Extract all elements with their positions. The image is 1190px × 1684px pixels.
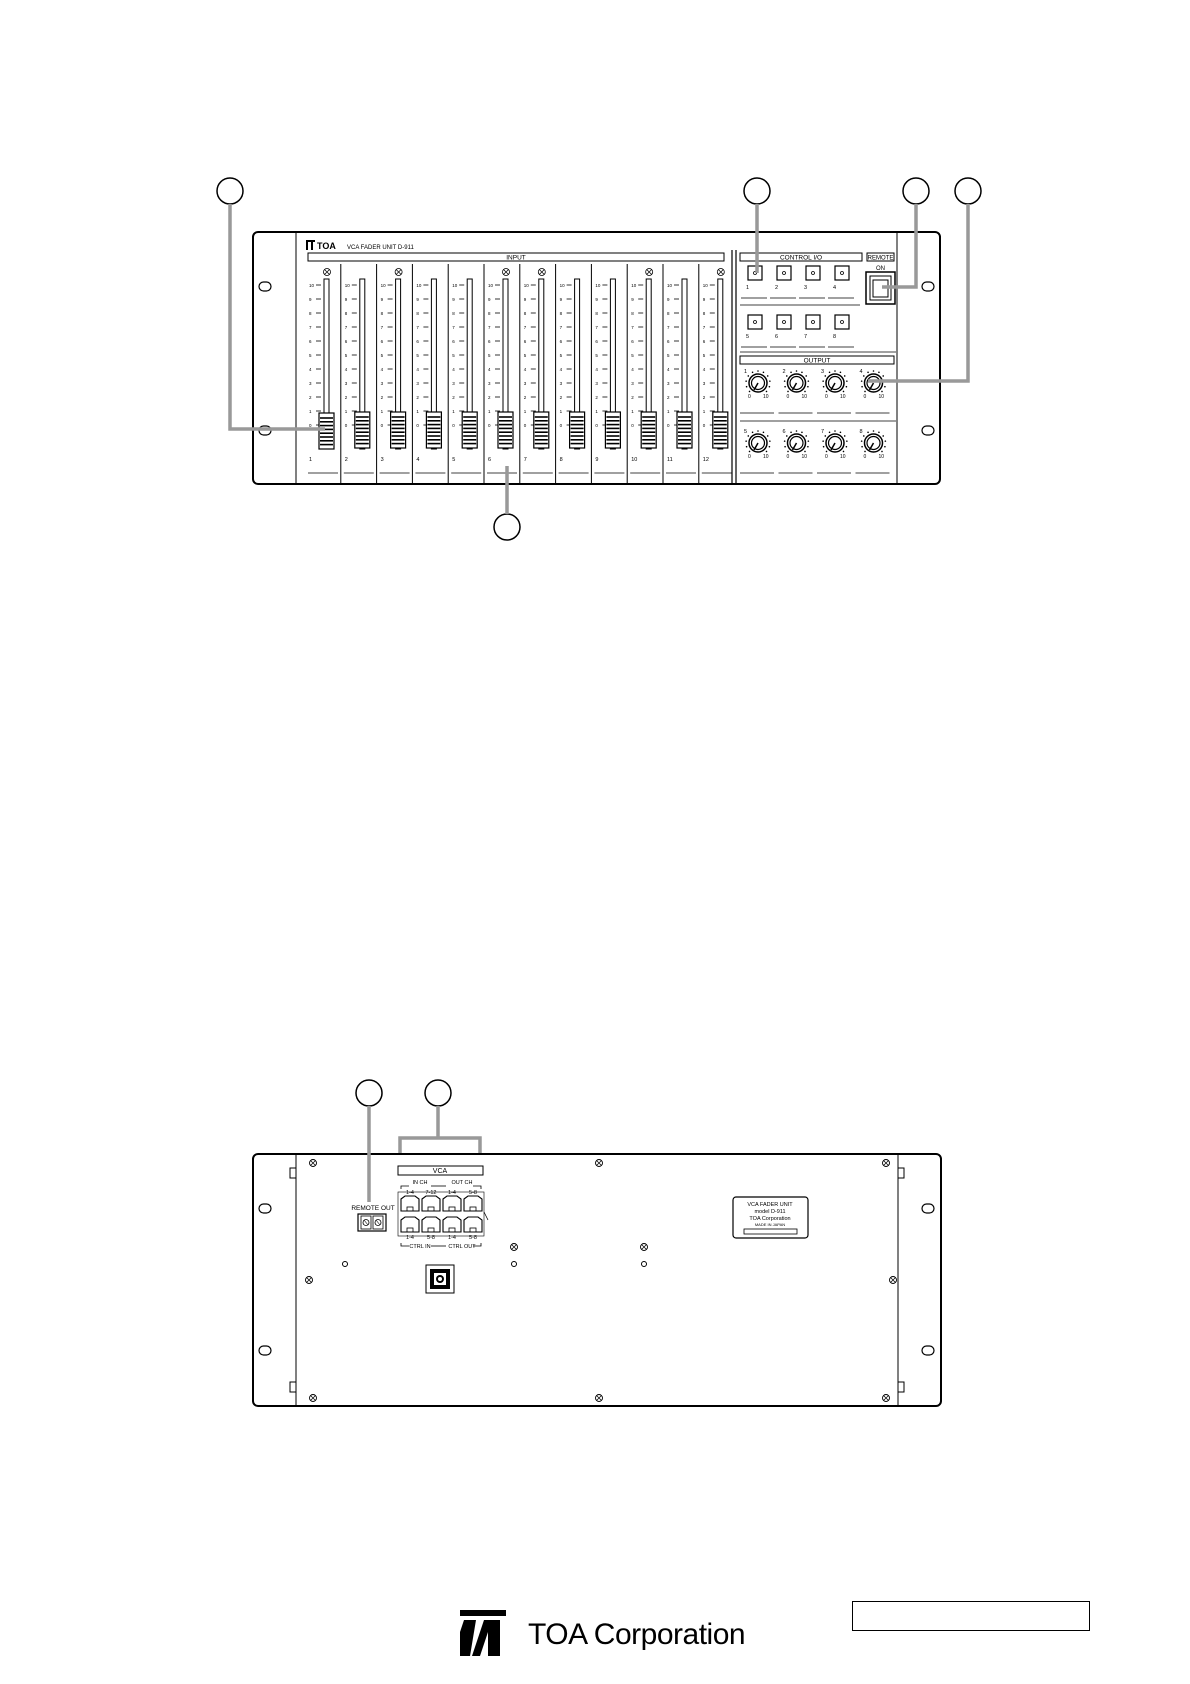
fader-scale-label: 1 [488, 409, 491, 414]
fader-channel-6 [484, 264, 517, 484]
callout-circle-4 [955, 178, 981, 204]
fader-scale-label: 10 [702, 283, 708, 288]
fader-scale-label: 10 [559, 283, 565, 288]
control-io-section [740, 253, 896, 352]
nameplate [733, 1197, 808, 1238]
port-label: 1-4 [448, 1190, 456, 1196]
fader-scale-label: 10 [452, 283, 458, 288]
port-label: 5-8 [469, 1235, 477, 1241]
output-number: 8 [859, 429, 863, 435]
fader-scale-label: 5 [523, 353, 527, 358]
fader-scale-label: 9 [523, 297, 527, 302]
channel-number: 11 [667, 457, 673, 463]
callout-circle-2 [744, 178, 770, 204]
fader-scale-label: 10 [595, 283, 601, 288]
control-io-number: 4 [833, 285, 837, 291]
out-ch-label: OUT CH [451, 1180, 473, 1186]
fader-channel-1 [308, 269, 338, 474]
fader-scale-label: 1 [416, 409, 419, 414]
fader-scale-label: 4 [595, 367, 598, 372]
rj45-port[interactable] [464, 1217, 482, 1241]
fader-scale-label: 5 [309, 353, 312, 358]
screw-icon [596, 1395, 603, 1402]
ctrl-out-label: CTRL OUT [448, 1244, 476, 1250]
fader-scale-label: 7 [702, 325, 706, 330]
port-label: 5-8 [469, 1190, 477, 1196]
fader-scale-label: 5 [559, 353, 563, 358]
remote-section [866, 253, 895, 304]
fader-scale-label: 0 [309, 423, 312, 428]
port-label: 1-4 [448, 1235, 456, 1241]
screw-icon [641, 1244, 648, 1251]
knob-max-label: 10 [763, 454, 769, 460]
fader-scale-label: 4 [380, 367, 384, 372]
rj45-port[interactable] [443, 1217, 461, 1241]
fader-channel-2 [341, 264, 374, 484]
fader-scale-label: 3 [702, 381, 706, 386]
fader-scale-label: 8 [667, 311, 670, 316]
knob-min-label: 0 [748, 454, 751, 460]
fader-scale-label: 8 [523, 311, 527, 316]
fader-scale-label: 3 [488, 381, 491, 386]
fader-scale-label: 6 [559, 339, 563, 344]
fader-scale-label: 0 [488, 423, 491, 428]
fader-scale-label: 6 [380, 339, 384, 344]
fader-scale-label: 8 [559, 311, 563, 316]
fader-scale-label: 8 [416, 311, 419, 316]
screw-icon [646, 269, 653, 276]
fader-knob[interactable] [534, 412, 549, 448]
fader-scale-label: 1 [667, 409, 670, 414]
fader-scale-label: 6 [523, 339, 527, 344]
fader-scale-label: 7 [452, 325, 455, 330]
port-label: 1-4 [406, 1190, 414, 1196]
fader-scale-label: 1 [631, 409, 634, 414]
fader-scale-label: 2 [595, 395, 598, 400]
rj45-port[interactable] [422, 1217, 440, 1241]
fader-scale-label: 9 [344, 297, 348, 302]
fader-scale-label: 3 [595, 381, 598, 386]
input-label: INPUT [506, 254, 526, 262]
knob-min-label: 0 [863, 394, 867, 400]
fader-scale-label: 7 [309, 325, 312, 330]
callout-circle-1 [217, 178, 243, 204]
channel-number: 6 [488, 457, 492, 463]
fader-scale-label: 5 [631, 353, 634, 358]
fader-scale-label: 2 [631, 395, 634, 400]
callout-circle-3 [903, 178, 929, 204]
control-io-button-4[interactable] [828, 266, 854, 298]
screw-icon [890, 1277, 897, 1284]
remote-out-terminal[interactable] [358, 1214, 386, 1231]
fader-scale-label: 3 [559, 381, 563, 386]
fader-knob[interactable] [570, 412, 585, 448]
screw-icon [596, 1160, 603, 1167]
control-io-button-3[interactable] [799, 266, 825, 298]
fader-knob[interactable] [391, 412, 406, 448]
fader-knob[interactable] [462, 412, 477, 448]
fader-scale-label: 8 [380, 311, 384, 316]
fader-scale-label: 9 [488, 297, 491, 302]
rj45-port[interactable] [422, 1190, 440, 1211]
channel-number: 3 [380, 457, 384, 463]
fader-scale-label: 0 [416, 423, 419, 428]
rear-holes [343, 1262, 647, 1267]
control-io-number: 2 [775, 285, 779, 291]
fader-scale-label: 1 [595, 409, 598, 414]
knob-max-label: 10 [763, 394, 769, 400]
fader-scale-label: 1 [380, 409, 384, 414]
fader-scale-label: 7 [488, 325, 491, 330]
fader-scale-label: 8 [488, 311, 491, 316]
fader-scale-label: 8 [309, 311, 312, 316]
fader-scale-label: 2 [559, 395, 563, 400]
output-knob-2[interactable] [779, 369, 813, 413]
knob-min-label: 0 [786, 394, 790, 400]
fader-scale-label: 4 [452, 367, 455, 372]
fader-channel-7 [520, 264, 553, 484]
fader-scale-label: 5 [667, 353, 670, 358]
fader-scale-label: 3 [380, 381, 384, 386]
toa-small-logo [306, 240, 315, 250]
fader-scale-label: 2 [452, 395, 455, 400]
fader-scale-label: 9 [416, 297, 419, 302]
control-io-number: 8 [833, 334, 837, 340]
channel-number: 10 [631, 457, 638, 463]
knob-min-label: 0 [748, 394, 751, 400]
screw-icon [883, 1395, 890, 1402]
fader-scale-label: 6 [452, 339, 455, 344]
fader-scale-label: 4 [488, 367, 491, 372]
fader-channel-11 [663, 264, 696, 484]
callout-leader-4 [868, 204, 968, 381]
fader-scale-label: 8 [344, 311, 348, 316]
fader-scale-label: 9 [380, 297, 384, 302]
rj45-port[interactable] [401, 1190, 419, 1211]
fader-knob[interactable] [641, 412, 656, 448]
fader-scale-label: 2 [488, 395, 491, 400]
fader-scale-label: 4 [523, 367, 527, 372]
fader-scale-label: 2 [309, 395, 312, 400]
fader-scale-label: 3 [416, 381, 419, 386]
knob-max-label: 10 [801, 454, 808, 460]
channel-number: 2 [344, 457, 348, 463]
fader-scale-label: 7 [559, 325, 563, 330]
fader-scale-label: 4 [559, 367, 563, 372]
footer-company-name: TOA Corporation [528, 1618, 746, 1651]
callout-leader-3 [882, 204, 916, 287]
screw-icon [310, 1160, 317, 1167]
fader-scale-label: 2 [667, 395, 670, 400]
fader-knob[interactable] [319, 413, 334, 449]
fader-scale-label: 1 [523, 409, 527, 414]
rj45-port[interactable] [401, 1217, 419, 1241]
fader-scale-label: 10 [344, 283, 350, 288]
fader-knob[interactable] [498, 412, 513, 448]
screw-icon [503, 269, 510, 276]
fader-scale-label: 6 [667, 339, 670, 344]
fader-scale-label: 10 [667, 283, 673, 288]
fader-scale-label: 8 [595, 311, 598, 316]
fader-scale-label: 5 [380, 353, 384, 358]
output-knob-4[interactable] [856, 369, 890, 413]
fader-scale-label: 5 [595, 353, 598, 358]
fader-scale-label: 6 [309, 339, 312, 344]
fader-scale-label: 6 [595, 339, 598, 344]
fader-scale-label: 7 [667, 325, 670, 330]
fader-channel-10 [627, 264, 660, 484]
fader-scale-label: 7 [416, 325, 419, 330]
output-knob-6[interactable] [779, 429, 813, 473]
toa-logo-icon [460, 1610, 506, 1656]
screw-icon [306, 1277, 313, 1284]
fader-scale-label: 9 [631, 297, 634, 302]
fader-scale-label: 4 [309, 367, 312, 372]
fader-scale-label: 9 [452, 297, 455, 302]
channel-number: 5 [452, 457, 456, 463]
control-io-number: 1 [746, 285, 750, 291]
knob-min-label: 0 [825, 394, 828, 400]
fader-scale-label: 6 [416, 339, 419, 344]
ctrl-in-label: CTRL IN [409, 1244, 431, 1250]
output-knob-8[interactable] [856, 429, 890, 473]
fader-scale-label: 3 [309, 381, 312, 386]
screw-icon [310, 1395, 317, 1402]
nameplate-line-1: VCA FADER UNIT [747, 1202, 793, 1208]
document-code-box [852, 1601, 1090, 1631]
fader-scale-label: 5 [416, 353, 419, 358]
fader-scale-label: 2 [344, 395, 348, 400]
control-io-number: 7 [804, 334, 808, 340]
knob-min-label: 0 [786, 454, 790, 460]
remote-out-label: REMOTE OUT [351, 1205, 395, 1212]
fader-scale-label: 2 [380, 395, 384, 400]
control-io-button-8[interactable] [828, 315, 854, 347]
fader-knob[interactable] [355, 412, 370, 448]
fader-scale-label: 2 [523, 395, 527, 400]
callout-circle-5 [494, 514, 520, 540]
channel-number: 9 [595, 457, 599, 463]
fader-scale-label: 6 [344, 339, 348, 344]
remote-on-label: ON [876, 266, 885, 272]
fader-scale-label: 0 [667, 423, 670, 428]
in-ch-label: IN CH [412, 1180, 428, 1186]
rear-panel [253, 1154, 941, 1406]
fader-channel-3 [377, 264, 410, 484]
knob-max-label: 10 [878, 454, 885, 460]
channel-number: 4 [416, 457, 420, 463]
fader-scale-label: 0 [595, 423, 598, 428]
fader-channel-12 [699, 264, 732, 484]
fader-scale-label: 0 [631, 423, 634, 428]
fader-scale-label: 8 [631, 311, 634, 316]
output-number: 6 [782, 429, 786, 435]
control-io-button-7[interactable] [799, 315, 825, 347]
control-io-number: 3 [804, 285, 808, 291]
fader-scale-label: 0 [559, 423, 563, 428]
nameplate-line-2: model D-911 [754, 1209, 786, 1215]
rj45-ports [398, 1186, 484, 1246]
fader-scale-label: 4 [631, 367, 634, 372]
fader-scale-label: 9 [702, 297, 706, 302]
fader-scale-label: 3 [452, 381, 455, 386]
fader-scale-label: 3 [523, 381, 527, 386]
fader-scale-label: 0 [702, 423, 706, 428]
fader-scale-label: 6 [702, 339, 706, 344]
fader-scale-label: 3 [344, 381, 348, 386]
fader-knob[interactable] [713, 412, 728, 448]
rj45-port[interactable] [464, 1190, 482, 1211]
fader-scale-label: 10 [380, 283, 386, 288]
fader-scale-label: 6 [631, 339, 634, 344]
fader-knob[interactable] [426, 412, 441, 448]
callout-circle-7 [425, 1080, 451, 1106]
port-label: 5-8 [427, 1235, 435, 1241]
remote-out-block [351, 1205, 394, 1231]
fader-scale-label: 9 [559, 297, 563, 302]
output-label: OUTPUT [803, 357, 831, 365]
channel-number: 8 [559, 457, 563, 463]
fader-scale-label: 6 [488, 339, 491, 344]
fader-scale-label: 5 [488, 353, 491, 358]
rj45-port[interactable] [443, 1190, 461, 1211]
port-label: 1-4 [406, 1235, 414, 1241]
fader-scale-label: 7 [595, 325, 598, 330]
knob-max-label: 10 [840, 394, 846, 400]
rear-screws [306, 1160, 897, 1402]
fader-scale-label: 1 [344, 409, 348, 414]
screw-icon [538, 269, 545, 276]
port-label: 7-12 [425, 1190, 437, 1196]
channel-number: 1 [309, 457, 313, 463]
channel-number: 7 [523, 457, 527, 463]
output-number: 2 [782, 369, 786, 375]
output-number: 1 [744, 369, 748, 375]
fader-scale-label: 7 [344, 325, 348, 330]
input-section-header [308, 253, 724, 262]
fader-scale-label: 0 [523, 423, 527, 428]
fader-knob[interactable] [677, 412, 692, 448]
fader-scale-label: 3 [667, 381, 670, 386]
fader-scale-label: 4 [702, 367, 706, 372]
fader-scale-label: 7 [631, 325, 634, 330]
fader-scale-label: 9 [667, 297, 670, 302]
fader-channel-9 [591, 264, 624, 484]
output-knob-1[interactable] [740, 369, 774, 413]
output-knobs [740, 369, 896, 473]
control-io-number: 5 [746, 334, 750, 340]
fader-scale-label: 4 [667, 367, 670, 372]
control-io-button-1[interactable] [741, 266, 767, 298]
fader-scale-label: 2 [416, 395, 419, 400]
fader-scale-label: 9 [309, 297, 312, 302]
vca-block [398, 1166, 488, 1250]
remote-label: REMOTE [867, 255, 894, 262]
fader-scale-label: 1 [309, 409, 312, 414]
fader-scale-label: 8 [702, 311, 706, 316]
fader-scale-label: 10 [523, 283, 529, 288]
fader-scale-label: 0 [380, 423, 384, 428]
fader-channel-5 [448, 264, 481, 484]
ground-terminal [426, 1265, 454, 1293]
control-io-number: 6 [775, 334, 779, 340]
fader-scale-label: 9 [595, 297, 598, 302]
screw-icon [395, 269, 402, 276]
fader-scale-label: 8 [452, 311, 455, 316]
nameplate-line-4: MADE IN JAPAN [754, 1222, 786, 1227]
output-knob-3[interactable] [817, 369, 851, 413]
fader-scale-label: 10 [631, 283, 637, 288]
nameplate-line-3: TOA Corporation [749, 1216, 791, 1222]
screw-icon [324, 269, 331, 276]
knob-max-label: 10 [840, 454, 846, 460]
channel-number: 12 [702, 457, 709, 463]
knob-max-label: 10 [801, 394, 808, 400]
knob-max-label: 10 [878, 394, 885, 400]
fader-channel-8 [556, 264, 589, 484]
fader-scale-label: 0 [344, 423, 348, 428]
screw-icon [511, 1244, 518, 1251]
fader-scale-label: 5 [702, 353, 706, 358]
knob-min-label: 0 [825, 454, 828, 460]
output-number: 3 [821, 369, 825, 375]
fader-scale-label: 1 [452, 409, 455, 414]
vca-label: VCA [432, 1168, 448, 1175]
fader-scale-label: 4 [416, 367, 419, 372]
fader-scale-label: 5 [344, 353, 348, 358]
fader-knob[interactable] [605, 412, 620, 448]
control-io-buttons [740, 266, 896, 352]
output-knob-7[interactable] [817, 429, 851, 473]
fader-scale-label: 7 [380, 325, 384, 330]
output-section [740, 356, 896, 473]
fader-channel-4 [412, 264, 445, 484]
control-io-button-5[interactable] [741, 315, 767, 347]
control-io-label: CONTROL I/O [779, 254, 823, 262]
fader-scale-label: 2 [702, 395, 706, 400]
fader-scale-label: 5 [452, 353, 455, 358]
callout-bracket-7 [400, 1138, 480, 1153]
fader-scale-label: 1 [559, 409, 563, 414]
control-io-button-6[interactable] [770, 315, 796, 347]
fader-scale-label: 4 [344, 367, 348, 372]
output-number: 5 [744, 429, 748, 435]
front-header [306, 240, 414, 251]
output-knob-5[interactable] [740, 429, 774, 473]
output-number: 4 [859, 369, 863, 375]
fader-scale-label: 7 [523, 325, 527, 330]
model-label: VCA FADER UNIT D-911 [347, 245, 414, 251]
fader-scale-label: 3 [631, 381, 634, 386]
input-faders [308, 264, 732, 484]
knob-min-label: 0 [863, 454, 867, 460]
fader-scale-label: 10 [309, 283, 315, 288]
fader-scale-label: 10 [416, 283, 422, 288]
fader-scale-label: 0 [452, 423, 455, 428]
output-number: 7 [821, 429, 825, 435]
fader-scale-label: 10 [488, 283, 494, 288]
screw-icon [717, 269, 724, 276]
fader-scale-label: 1 [702, 409, 706, 414]
callout-circle-6 [356, 1080, 382, 1106]
screw-icon [883, 1160, 890, 1167]
brand-label: TOA [317, 241, 336, 251]
control-io-button-2[interactable] [770, 266, 796, 298]
